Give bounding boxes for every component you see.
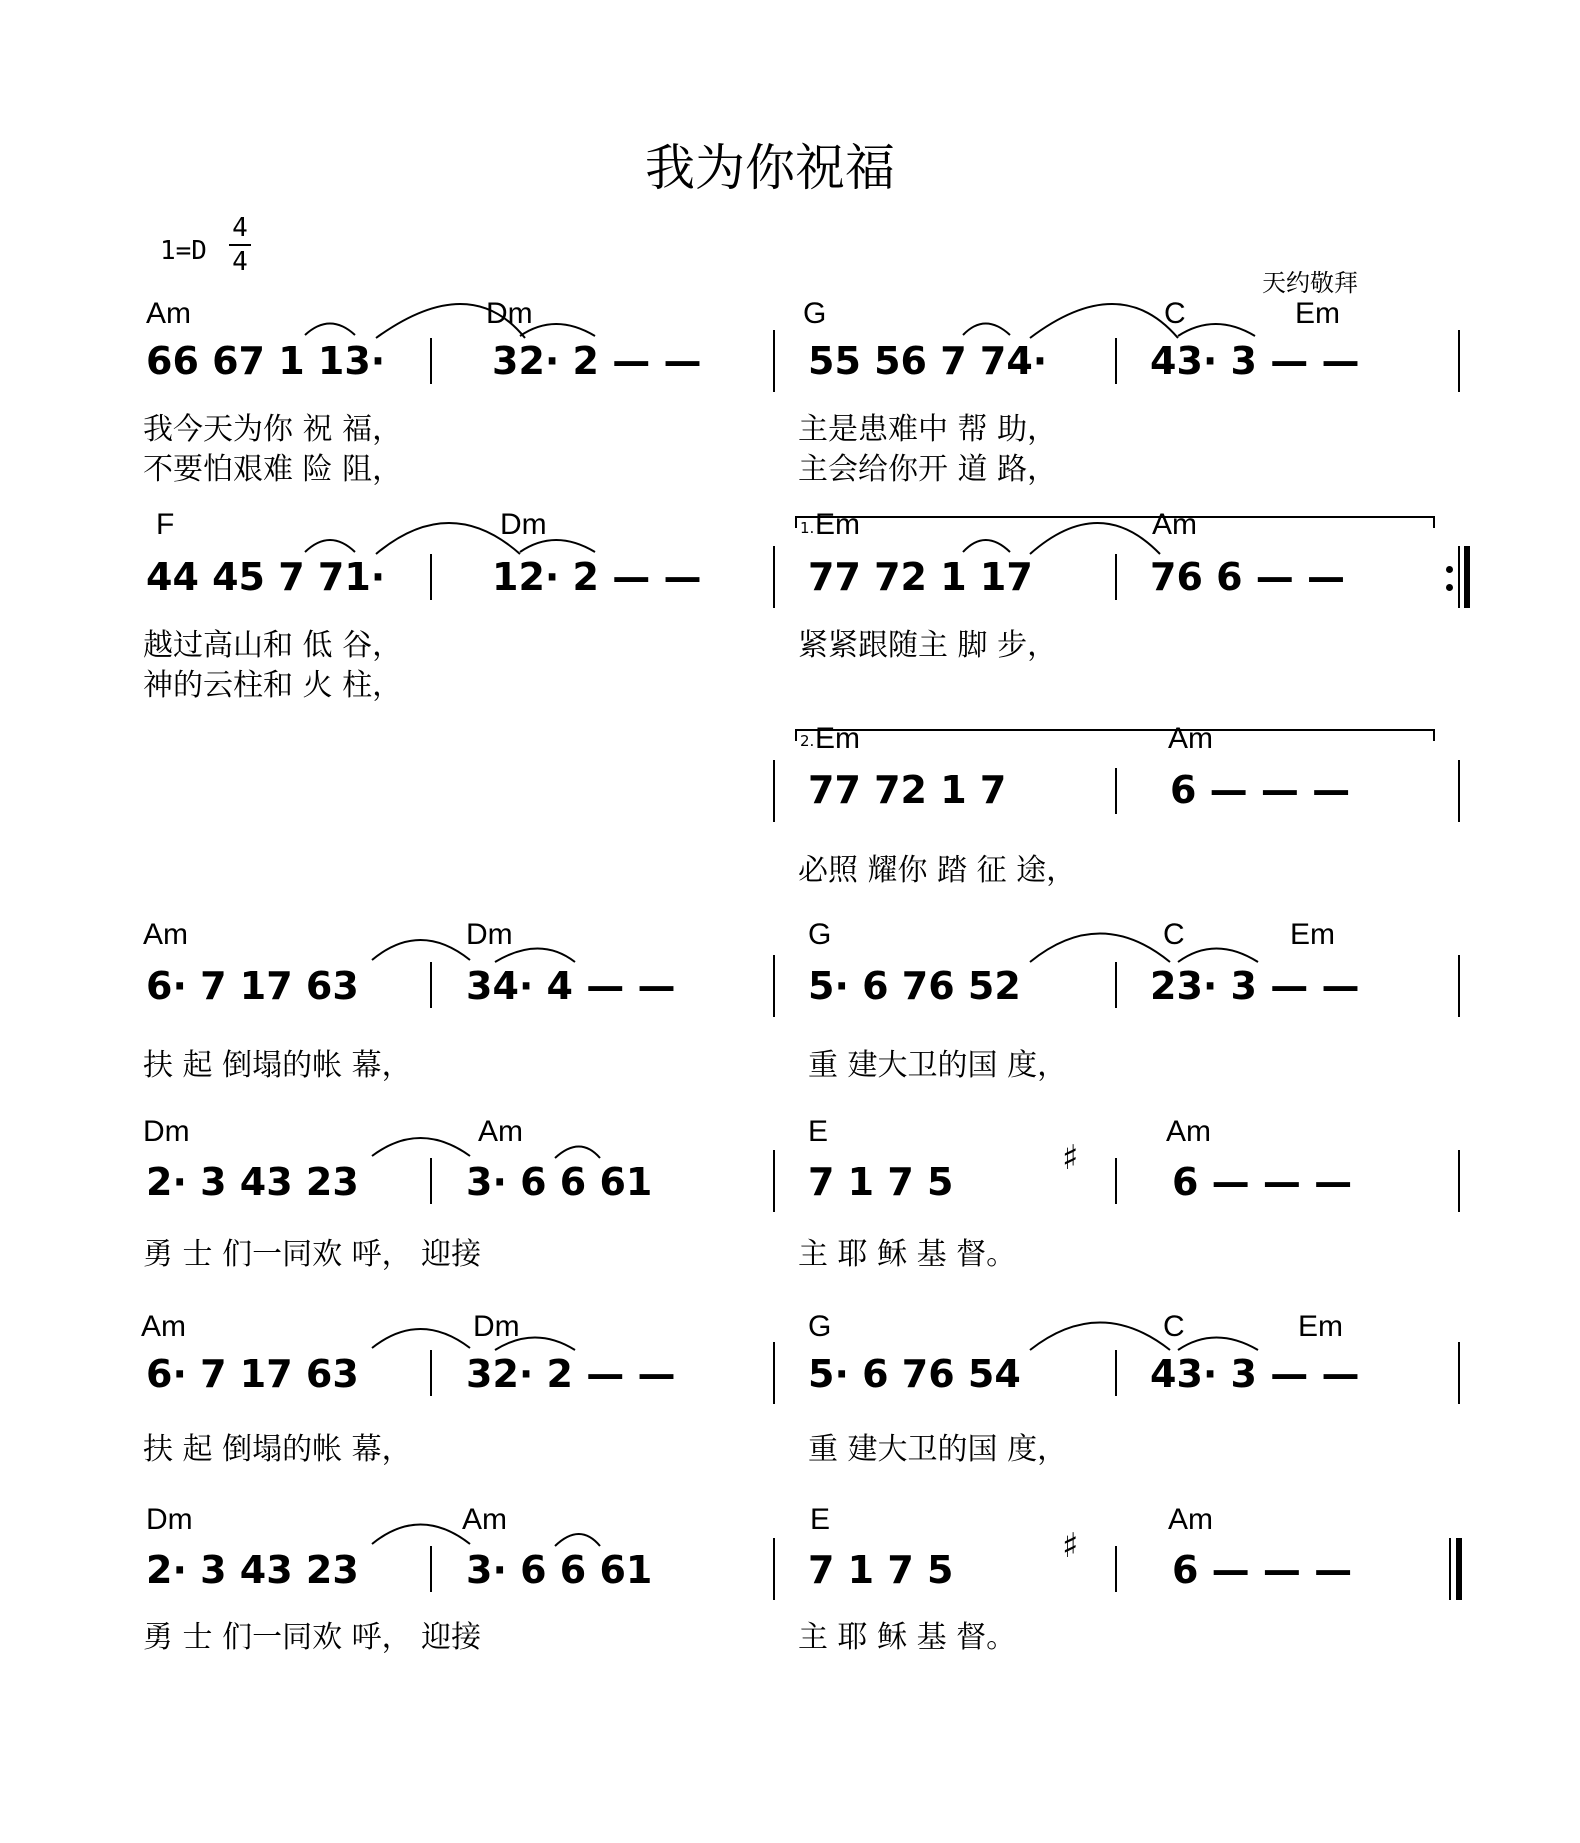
- chord: Am: [141, 1310, 186, 1343]
- song-title: 我为你祝福: [645, 139, 895, 197]
- measure-notes: 7 1 7 5: [808, 1548, 954, 1592]
- chord: E: [808, 1115, 829, 1148]
- lyric-line: 我今天为你 祝 福，: [143, 412, 403, 447]
- measure-notes: 66 67 1 13·: [146, 339, 386, 383]
- chord: C: [1163, 1310, 1185, 1343]
- measure-notes: 6· 7 17 63: [146, 1352, 359, 1396]
- slur: [305, 324, 355, 336]
- measure-notes: 2· 3 43 23: [146, 1548, 359, 1592]
- chord: Am: [462, 1503, 507, 1536]
- chord: Dm: [143, 1115, 190, 1148]
- measure-notes: 43· 3 — —: [1150, 339, 1360, 383]
- volta-number: 1.: [800, 519, 815, 537]
- slur: [555, 1534, 600, 1546]
- chord: F: [156, 508, 175, 541]
- chord: G: [803, 297, 827, 330]
- slur: [1178, 1338, 1258, 1351]
- measure-notes: 3· 6 6 61: [466, 1548, 653, 1592]
- measure-notes: 43· 3 — —: [1150, 1352, 1360, 1396]
- chord: G: [808, 918, 832, 951]
- lyric-line: 主是患难中 帮 助，: [798, 412, 1058, 447]
- lyric-line: 神的云柱和 火 柱，: [143, 668, 403, 703]
- chord: Em: [1290, 918, 1335, 951]
- chord: C: [1164, 297, 1186, 330]
- time-bottom: 4: [232, 247, 248, 277]
- lyric-line: 主 耶 稣 基 督。: [798, 1237, 1017, 1272]
- slur: [305, 540, 355, 552]
- time-top: 4: [232, 213, 248, 243]
- chord: E: [810, 1503, 831, 1536]
- chord: Am: [1168, 1503, 1213, 1536]
- measure-notes: 76 6 — —: [1150, 555, 1346, 599]
- measure-notes: 77 72 1 7: [808, 768, 1007, 812]
- chord: Am: [1168, 722, 1213, 755]
- chord: Dm: [486, 297, 533, 330]
- slur: [376, 523, 520, 554]
- chord: Em: [815, 508, 860, 541]
- lyric-line: 必照 耀你 踏 征 途，: [798, 853, 1077, 888]
- chord: Em: [1295, 297, 1340, 330]
- measure-notes: 77 72 1 17: [808, 555, 1033, 599]
- chord: Am: [1166, 1115, 1211, 1148]
- measure-notes: 6 — — —: [1172, 1548, 1353, 1592]
- measure-notes: 2· 3 43 23: [146, 1160, 359, 1204]
- measure-notes: 23· 3 — —: [1150, 964, 1360, 1008]
- slur: [1178, 949, 1258, 963]
- measure-notes: 12· 2 — —: [492, 555, 702, 599]
- first-ending-bracket: [795, 516, 1435, 528]
- slur: [372, 1525, 470, 1545]
- measure-notes: 34· 4 — —: [466, 964, 676, 1008]
- lyric-line: 不要怕艰难 险 阻，: [143, 452, 403, 487]
- measure-notes: 32· 2 — —: [466, 1352, 676, 1396]
- slur: [1030, 304, 1178, 338]
- slur: [372, 1329, 470, 1348]
- measure-notes: 5· 6 76 52: [808, 964, 1021, 1008]
- lyric-line: 重 建大卫的国 度，: [808, 1048, 1068, 1083]
- measure-notes: 7 1 7 5: [808, 1160, 954, 1204]
- measure-notes: 6· 7 17 63: [146, 964, 359, 1008]
- measure-notes: 3· 6 6 61: [466, 1160, 653, 1204]
- slur: [372, 940, 470, 960]
- slur: [963, 324, 1010, 336]
- lyric-line: 越过高山和 低 谷，: [143, 628, 403, 663]
- lyric-line: 勇 士 们一同欢 呼， 迎接: [143, 1237, 482, 1272]
- arranger-credit: 天约敬拜: [1262, 269, 1358, 297]
- chord: Am: [478, 1115, 523, 1148]
- measure-notes: 5· 6 76 54: [808, 1352, 1021, 1396]
- key-signature: 1=D: [160, 236, 207, 266]
- chord: Dm: [146, 1503, 193, 1536]
- chord: Am: [1152, 508, 1197, 541]
- chord: Em: [1298, 1310, 1343, 1343]
- second-ending-bracket: [795, 729, 1435, 741]
- chord: Dm: [466, 918, 513, 951]
- sharp-accidental: ♯: [1062, 1138, 1079, 1178]
- lyric-line: 重 建大卫的国 度，: [808, 1432, 1068, 1467]
- measure-notes: 32· 2 — —: [492, 339, 702, 383]
- slur: [1178, 324, 1255, 336]
- slur: [1030, 1323, 1170, 1351]
- measure-notes: 6 — — —: [1170, 768, 1351, 812]
- chord: Am: [143, 918, 188, 951]
- slur: [555, 1147, 600, 1159]
- slur: [1030, 934, 1170, 963]
- measure-notes: 6 — — —: [1172, 1160, 1353, 1204]
- chord: G: [808, 1310, 832, 1343]
- lyric-line: 紧紧跟随主 脚 步，: [798, 628, 1058, 663]
- time-signature: [229, 214, 251, 276]
- sharp-accidental: ♯: [1062, 1526, 1079, 1566]
- measure-notes: 44 45 7 71·: [146, 555, 386, 599]
- chord: Dm: [500, 508, 547, 541]
- lyric-line: 勇 士 们一同欢 呼， 迎接: [143, 1620, 482, 1655]
- lyric-line: 扶 起 倒塌的帐 幕，: [143, 1048, 412, 1083]
- chord: Dm: [473, 1310, 520, 1343]
- chord: Am: [146, 297, 191, 330]
- chord: Em: [815, 722, 860, 755]
- lyric-line: 主 耶 稣 基 督。: [798, 1620, 1017, 1655]
- slur: [963, 540, 1010, 552]
- volta-number: 2.: [800, 732, 815, 750]
- chord: C: [1163, 918, 1185, 951]
- measure-notes: 55 56 7 74·: [808, 339, 1048, 383]
- slur: [372, 1138, 470, 1156]
- lyric-line: 主会给你开 道 路，: [798, 452, 1058, 487]
- lyric-line: 扶 起 倒塌的帐 幕，: [143, 1432, 412, 1467]
